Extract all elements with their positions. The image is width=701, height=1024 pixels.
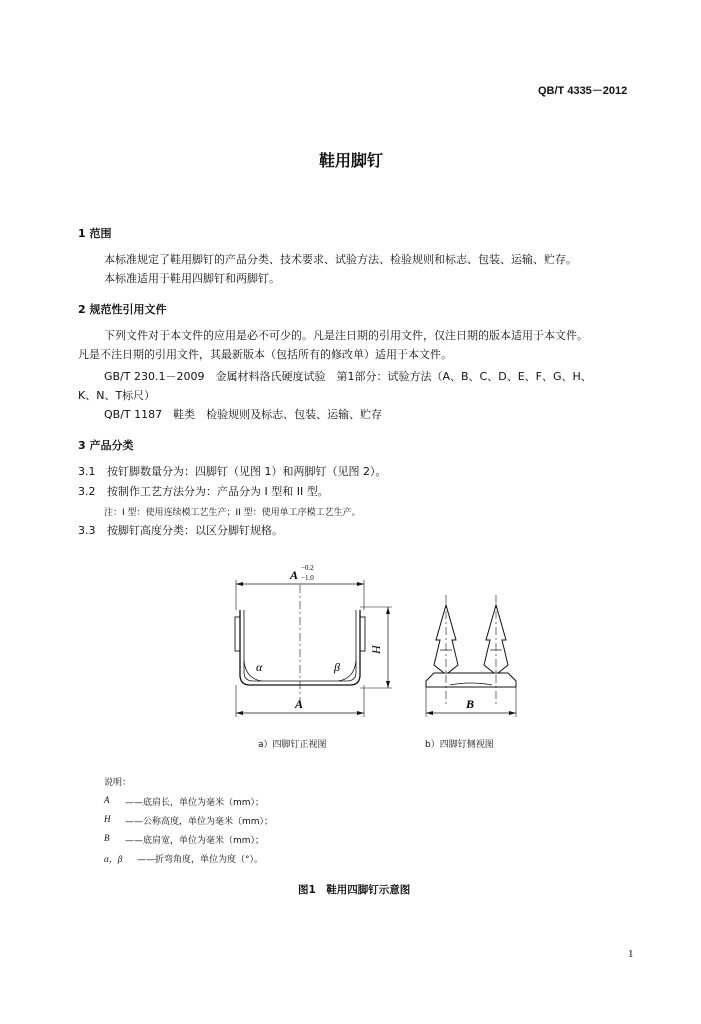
legend-title: 说明： — [104, 778, 132, 788]
beta-arc — [338, 661, 356, 681]
legend-description: ——底肩长，单位为毫米（mm）； — [125, 798, 265, 808]
alpha-label: α — [256, 660, 263, 674]
document-title: 鞋用脚钉 — [319, 151, 384, 170]
dim-a-top-label: A — [290, 568, 299, 582]
standard-number: QB/T 4335－2012 — [538, 85, 628, 97]
page-number: 1 — [628, 948, 634, 960]
clause-3-3-number: 3.3 — [78, 524, 96, 537]
section-2-para-line-2: 凡是不注日期的引用文件，其最新版本（包括所有的修改单）适用于本文件。 — [78, 348, 452, 361]
reference-1-line-2: K、N、T标尺） — [78, 389, 156, 402]
section-2-heading: 2 规范性引用文件 — [78, 303, 167, 316]
section-2-para-line-1: 下列文件对于本文件的应用是必不可少的。凡是注日期的引用文件，仅注日期的版本适用于本文件。 — [104, 329, 588, 342]
section-1-heading: 1 范围 — [78, 227, 112, 240]
legend-symbol: α，β — [104, 854, 123, 864]
clause-3-2-number: 3.2 — [78, 485, 96, 498]
clause-3-1-text: 按钉脚数量分为：四脚钉（见图 1）和两脚钉（见图 2）。 — [107, 465, 387, 478]
caption-side-view: b）四脚钉侧视图 — [425, 740, 494, 750]
legend-symbol: H — [104, 814, 111, 824]
legend-description: ——底肩宽，单位为毫米（mm）； — [125, 836, 265, 846]
beta-label: β — [334, 660, 340, 674]
figure-title: 图1 鞋用四脚钉示意图 — [298, 884, 411, 896]
legend-symbol: B — [104, 833, 110, 843]
clause-3-2-note: 注：I 型：使用连续模工艺生产；II 型：使用单工序模工艺生产。 — [104, 508, 361, 518]
front-right-tab — [360, 617, 365, 651]
dim-b-label: B — [466, 697, 475, 711]
legend-description: ——公称高度，单位为毫米（mm）； — [125, 817, 274, 827]
four-prong-nail-figure — [200, 555, 540, 730]
legend-symbol: A — [104, 795, 110, 805]
clause-3-1-number: 3.1 — [78, 465, 96, 478]
section-1-para-2: 本标准适用于鞋用四脚钉和两脚钉。 — [104, 272, 280, 285]
section-1-para-1: 本标准规定了鞋用脚钉的产品分类、技术要求、试验方法、检验规则和标志、包装、运输、贮存。 — [104, 253, 577, 266]
dim-h-label: H — [369, 645, 383, 654]
dim-a-bottom-label: A — [295, 697, 304, 711]
reference-2: QB/T 1187 鞋类 检验规则及标志、包装、运输、贮存 — [104, 408, 383, 421]
clause-3-2-text: 按制作工艺方法分为：产品分为 I 型和 II 型。 — [107, 485, 329, 498]
section-3-heading: 3 产品分类 — [78, 439, 134, 452]
tolerance-lower: −1.0 — [301, 574, 314, 582]
tolerance-upper: −0.2 — [301, 564, 314, 572]
reference-1-line-1: GB/T 230.1－2009 金属材料洛氏硬度试验 第1部分：试验方法（A、B、C、D、E、F、G、H、 — [104, 370, 592, 383]
caption-front-view: a）四脚钉正视图 — [258, 740, 327, 750]
clause-3-3-text: 按脚钉高度分类：以区分脚钉规格。 — [107, 524, 283, 537]
front-left-tab — [235, 617, 240, 651]
side-base — [426, 673, 516, 687]
legend-description: ——折弯角度，单位为度（°）。 — [137, 855, 264, 865]
